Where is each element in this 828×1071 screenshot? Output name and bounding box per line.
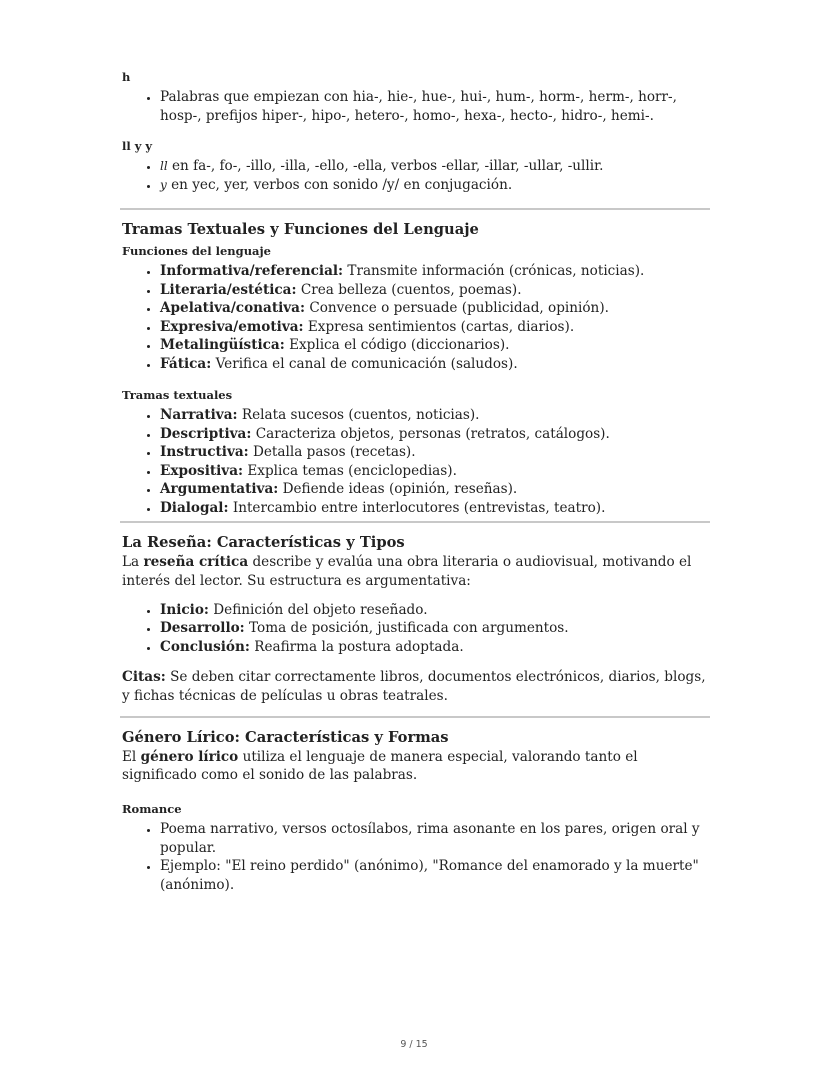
section-divider [120, 716, 710, 718]
list-item-term: Narrativa: [160, 407, 238, 423]
intro-text-post: utiliza el lenguaje de manera especial, valorando tanto el significado como el sonido de las palabras. [122, 748, 638, 784]
list-item [160, 443, 708, 462]
list-item-desc: Explica temas (enciclopedias). [243, 462, 457, 479]
h-section [122, 70, 708, 125]
list-item [160, 480, 708, 499]
list-item-desc: Explica el código (diccionarios). [284, 337, 510, 353]
romance-heading: Romance [122, 802, 182, 817]
list-item [160, 262, 708, 281]
list-item-desc: Expresa sentimientos (cartas, diarios). [303, 318, 575, 335]
list-item-term: Apelativa/conativa: [160, 300, 305, 316]
list-item [160, 299, 708, 318]
section-title: Tramas Textuales y Funciones del Lenguaje [122, 221, 479, 238]
document-page [122, 70, 708, 894]
list-item-desc: Definición del objeto reseñado. [208, 601, 428, 618]
list-item [160, 281, 708, 300]
h-list [122, 88, 708, 125]
llyy-heading: ll y y [122, 139, 153, 153]
list-item-term: Argumentativa: [160, 481, 279, 497]
resena-section [122, 533, 708, 706]
intro-bold: género lírico [140, 748, 239, 765]
llyy-list [122, 157, 708, 194]
list-item-desc: Relata sucesos (cuentos, noticias). [237, 407, 480, 423]
citas-text: Se deben citar correctamente libros, documentos electrónicos, diarios, blogs, y fichas técnicas de películas u obras teatrales. [122, 669, 706, 704]
tramas-heading: Tramas textuales [122, 388, 233, 402]
list-item [160, 619, 708, 638]
list-item [160, 336, 708, 355]
list-item-desc: Caracteriza objetos, personas (retratos, catálogos). [251, 425, 610, 442]
funciones-list [122, 262, 708, 373]
list-item-desc: Detalla pasos (recetas). [248, 444, 416, 460]
list-item [160, 157, 708, 176]
section-divider [120, 521, 710, 523]
funciones-heading: Funciones del lenguaje [122, 244, 271, 258]
llyy-section [122, 139, 708, 194]
list-item [160, 318, 708, 337]
tramas-list [122, 406, 708, 517]
intro-bold: reseña crítica [143, 554, 249, 570]
intro-text-pre: La [122, 554, 144, 570]
list-item [160, 425, 708, 444]
intro-text-post: describe y evalúa una obra literaria o audiovisual, motivando el interés del lector. Su estructura es argumentativa: [122, 554, 692, 589]
list-item-term: Conclusión: [160, 638, 250, 655]
list-item: • Poema narrativo, versos octosílabos, rima asonante en los pares, origen oral y popular. [160, 820, 708, 857]
list-item-emphasis: y [160, 177, 167, 192]
resena-list [122, 601, 708, 657]
list-item-desc: Transmite información (crónicas, noticias). [343, 263, 645, 279]
list-item-term: Dialogal: [160, 499, 229, 516]
citas-paragraph [122, 668, 708, 706]
list-item-term: Descriptiva: [160, 425, 252, 442]
list-item: • Ejemplo: "El reino perdido" (anónimo), "Romance del enamorado y la muerte" (anónimo). [160, 857, 708, 894]
list-item [160, 638, 708, 657]
list-item-term: Inicio: [160, 601, 209, 618]
list-item [160, 176, 708, 195]
list-item-text: en fa-, fo-, -illo, -illa, -ello, -ella, verbos -ellar, -illar, -ullar, -ullir. [167, 158, 604, 174]
list-item-term: Expresiva/emotiva: [160, 318, 304, 335]
list-item-term: Literaria/estética: [160, 281, 297, 298]
list-item-desc: Verifica el canal de comunicación (saludos). [211, 355, 518, 372]
romance-list [122, 820, 708, 894]
citas-label: Citas: [122, 669, 166, 686]
list-item-term: Instructiva: [160, 444, 249, 460]
list-item-term: Expositiva: [160, 462, 244, 479]
list-item-desc: Toma de posición, justificada con argumentos. [244, 620, 569, 637]
section-divider [120, 208, 710, 210]
list-item [160, 499, 708, 518]
list-item-term: Desarrollo: [160, 620, 245, 637]
list-item [160, 406, 708, 425]
list-item-emphasis: ll [160, 159, 168, 173]
list-item-text: en yec, yer, verbos con sonido /y/ en conjugación. [166, 176, 513, 193]
list-item-term: Metalingüística: [160, 337, 285, 353]
section-title: Género Lírico: Características y Formas [122, 728, 449, 746]
h-heading: h [122, 70, 131, 84]
list-item [160, 601, 708, 620]
intro-text-pre: El [122, 748, 141, 765]
list-item-term: Fática: [160, 355, 212, 372]
list-item-desc: Convence o persuade (publicidad, opinión). [305, 300, 609, 316]
resena-intro [122, 553, 708, 591]
lirico-intro [122, 748, 708, 786]
list-item [160, 355, 708, 374]
page-number: 9 / 15 [400, 1039, 428, 1050]
list-item-desc: Intercambio entre interlocutores (entrevistas, teatro). [228, 499, 606, 516]
list-item [160, 462, 708, 481]
list-item-term: Informativa/referencial: [160, 263, 344, 279]
section-title: La Reseña: Características y Tipos [122, 534, 405, 551]
list-item-desc: Defiende ideas (opinión, reseñas). [278, 481, 518, 497]
list-item-desc: Reafirma la postura adoptada. [249, 638, 464, 655]
list-item: • Palabras que empiezan con hia-, hie-, hue-, hui-, hum-, horm-, herm-, horr-, hosp-, prefijos hiper-, hipo-, hetero-, homo-, hexa-, hecto-, hidro-, hemi-. [160, 88, 708, 125]
lirico-section [122, 728, 708, 895]
tramas-section [122, 220, 708, 517]
list-item-desc: Crea belleza (cuentos, poemas). [296, 281, 522, 298]
